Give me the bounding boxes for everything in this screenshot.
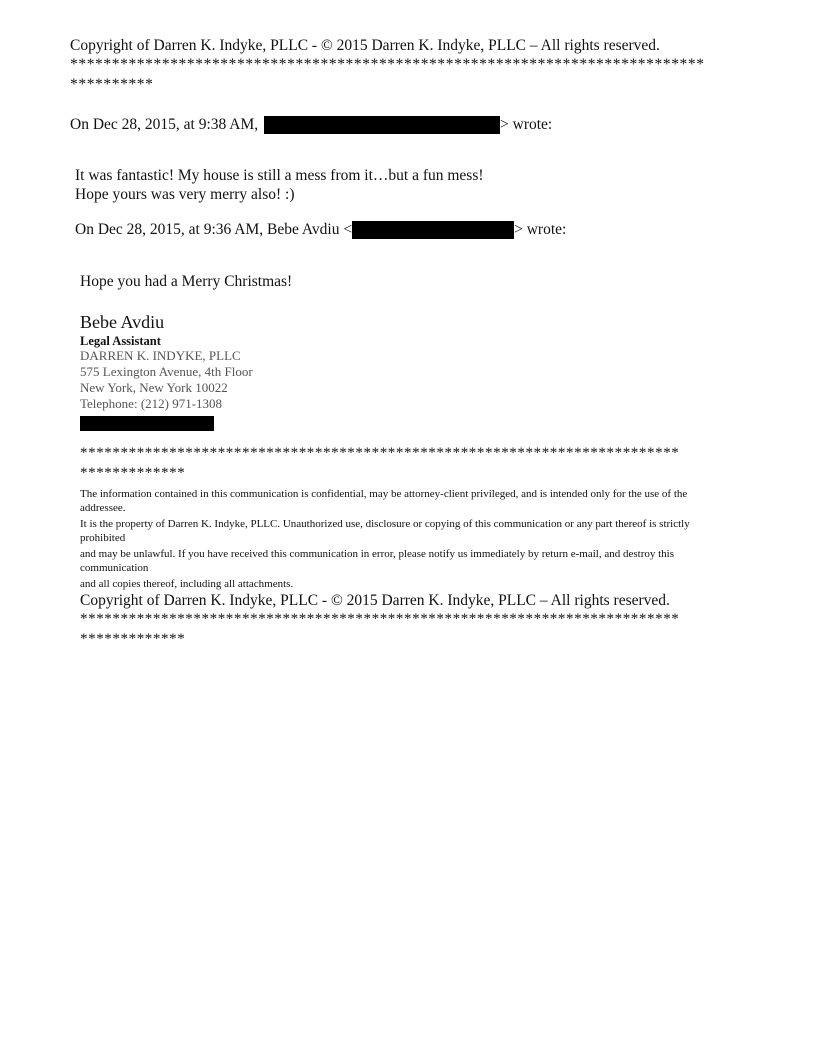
reply1-body-line2: Hope yours was very merry also! :) xyxy=(75,186,295,203)
footer-disclaimer-1: The information contained in this communication is confidential, may be attorney-client privileged, and is intended only for the use of the addressee. xyxy=(80,488,688,515)
reply1-prefix: On Dec 28, 2015, at 9:38 AM, xyxy=(70,116,259,133)
signature-telephone: Telephone: (212) 971-1308 xyxy=(80,396,223,411)
reply2-body: Hope you had a Merry Christmas! xyxy=(80,273,293,290)
reply2-header xyxy=(75,221,566,239)
signature-address1: 575 Lexington Avenue, 4th Floor xyxy=(80,364,253,379)
redacted-email-1 xyxy=(264,116,500,134)
footer-stars-line3: ************************************************************************** xyxy=(80,611,680,627)
footer-disclaimer-4: and all copies thereof, including all attachments. xyxy=(80,578,294,590)
header-stars-line2: ********** xyxy=(70,76,154,93)
signature-address2: New York, New York 10022 xyxy=(80,380,228,395)
reply1-header xyxy=(70,116,552,134)
reply2-prefix: On Dec 28, 2015, at 9:36 AM, Bebe Avdiu < xyxy=(75,221,353,238)
reply1-body-line1: It was fantastic! My house is still a mess from it…but a fun mess! xyxy=(75,167,484,184)
signature-name: Bebe Avdiu xyxy=(80,312,165,332)
redacted-email-2 xyxy=(352,221,514,239)
footer-stars-line1: ************************************************************************** xyxy=(80,445,680,461)
redacted-signature-line xyxy=(80,414,214,432)
redacted-block xyxy=(80,416,214,431)
footer-disclaimer-2: It is the property of Darren K. Indyke, PLLC. Unauthorized use, disclosure or copying of this communication or any part thereof is strictly prohibited xyxy=(80,518,690,545)
footer-copyright: Copyright of Darren K. Indyke, PLLC - © 2015 Darren K. Indyke, PLLC – All rights reserved. xyxy=(80,592,670,609)
footer-stars-line4: ************* xyxy=(80,631,186,647)
header-copyright: Copyright of Darren K. Indyke, PLLC - © 2015 Darren K. Indyke, PLLC – All rights reserved. xyxy=(70,37,660,54)
reply1-suffix: > wrote: xyxy=(500,116,553,133)
footer-stars-line2: ************* xyxy=(80,465,186,481)
reply2-suffix: > wrote: xyxy=(514,221,567,238)
footer-disclaimer-3: and may be unlawful. If you have received this communication in error, please notify us immediately by return e-mail, and destroy this communication xyxy=(80,548,674,575)
signature-title: Legal Assistant xyxy=(80,334,161,348)
header-stars-line1: **************************************************************************** xyxy=(70,56,705,73)
signature-firm: DARREN K. INDYKE, PLLC xyxy=(80,348,241,363)
